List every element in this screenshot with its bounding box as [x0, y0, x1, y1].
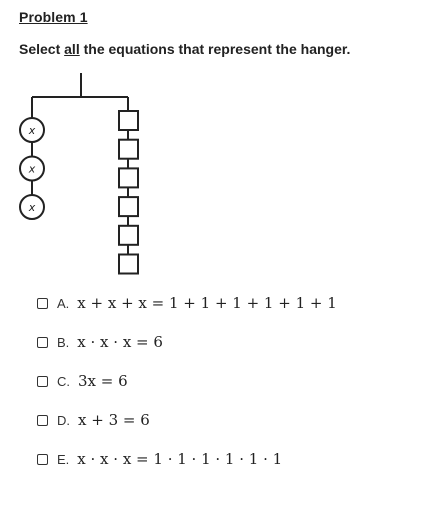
option-checkbox[interactable] [37, 337, 48, 348]
x-weight-label: x [28, 124, 36, 137]
instruction-before: Select [19, 41, 65, 57]
option-checkbox[interactable] [37, 376, 48, 387]
option-checkbox[interactable] [37, 415, 48, 426]
x-weight-label: x [28, 162, 36, 176]
hanger-right-side [119, 111, 138, 274]
option-equation: x · x · x = 1 · 1 · 1 · 1 · 1 · 1 [77, 450, 283, 468]
option-letter: E. [57, 451, 70, 467]
option-equation: x + 3 = 6 [78, 411, 150, 429]
option-letter: A. [57, 295, 70, 311]
option-equation: x + x + x = 1 + 1 + 1 + 1 + 1 + 1 [77, 294, 337, 312]
instruction-after: the equations that represent the hanger. [79, 41, 351, 57]
option-equation: x · x · x = 6 [77, 333, 163, 351]
unit-weight-square [119, 168, 138, 187]
option-e[interactable] [37, 446, 282, 472]
option-d[interactable] [37, 407, 150, 433]
option-c[interactable] [37, 368, 128, 394]
unit-weight-square [119, 255, 138, 274]
unit-weight-square [119, 197, 138, 216]
hanger-left-side [20, 118, 44, 219]
instruction-emphasis: all [64, 41, 80, 57]
unit-weight-square [119, 226, 138, 245]
option-checkbox[interactable] [37, 298, 48, 309]
option-letter: D. [57, 412, 70, 428]
problem-title: Problem 1 [19, 9, 88, 25]
option-checkbox[interactable] [37, 454, 48, 465]
hanger-frame [32, 73, 128, 118]
unit-weight-square [119, 111, 138, 130]
option-equation: 3x = 6 [78, 372, 128, 390]
option-letter: B. [57, 334, 70, 350]
option-b[interactable] [37, 329, 163, 355]
option-a[interactable] [37, 290, 337, 316]
option-letter: C. [57, 373, 70, 389]
x-weight-label: x [28, 201, 36, 214]
unit-weight-square [119, 140, 138, 159]
